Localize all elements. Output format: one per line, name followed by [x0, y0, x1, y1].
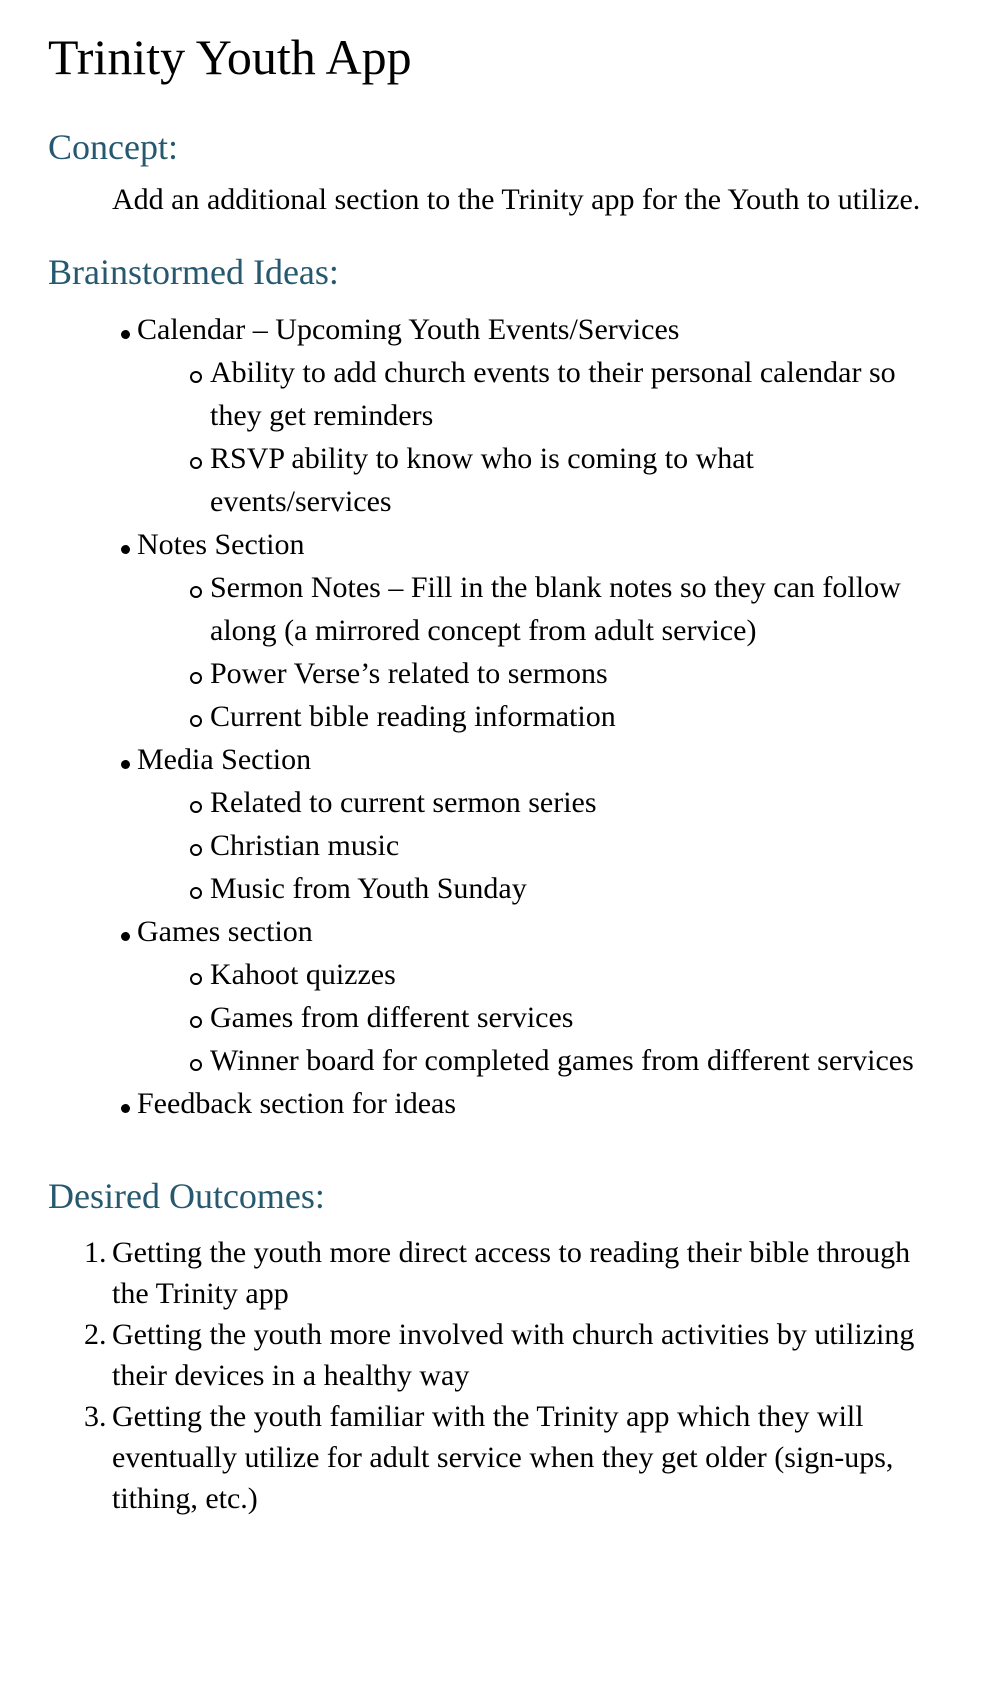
- sub-bullet-item: [48, 781, 933, 824]
- sub-bullet-item-label: Sermon Notes – Fill in the blank notes so they can follow along (a mirrored concept from adult service): [210, 571, 901, 647]
- sub-bullet-item: [48, 695, 933, 738]
- section-heading-brainstormed-ideas: Brainstormed Ideas:: [48, 252, 339, 292]
- document-sections: [48, 126, 933, 1519]
- circle-bullet-icon: [190, 371, 202, 383]
- circle-bullet-icon: [190, 715, 202, 727]
- circle-bullet-icon: [190, 586, 202, 598]
- bullet-item-label: Games section: [137, 915, 313, 948]
- circle-bullet-icon: [190, 672, 202, 684]
- sub-bullet-item-label: Games from different services: [210, 1001, 574, 1034]
- bullet-dot-icon: [121, 932, 130, 941]
- numbered-item-text: Getting the youth familiar with the Trinity app which they will eventually utilize for adult service when they get older (sign-ups, tithing, etc.): [112, 1400, 894, 1515]
- circle-bullet-icon: [190, 1059, 202, 1071]
- sub-bullet-item: [48, 351, 933, 437]
- sub-bullet-item-label: Current bible reading information: [210, 700, 616, 733]
- numbered-item-number: 1.: [84, 1236, 107, 1269]
- bullet-item: [48, 738, 933, 781]
- circle-bullet-icon: [190, 1016, 202, 1028]
- section-heading-desired-outcomes: Desired Outcomes:: [48, 1176, 325, 1216]
- numbered-item: [48, 1314, 933, 1396]
- circle-bullet-icon: [190, 801, 202, 813]
- sub-bullet-item-label: RSVP ability to know who is coming to what events/services: [210, 442, 754, 518]
- sub-bullet-item-label: Kahoot quizzes: [210, 958, 396, 991]
- bullet-item: [48, 523, 933, 566]
- sub-bullet-item-label: Music from Youth Sunday: [210, 872, 527, 905]
- sub-bullet-item-label: Power Verse’s related to sermons: [210, 657, 608, 690]
- sub-bullet-item-label: Winner board for completed games from different services: [210, 1044, 914, 1077]
- numbered-item: [48, 1396, 933, 1519]
- bullet-dot-icon: [121, 545, 130, 554]
- bullet-item-label: Media Section: [137, 743, 312, 776]
- sub-bullet-item: [48, 824, 933, 867]
- sub-bullet-item: [48, 566, 933, 652]
- sub-bullet-item: [48, 996, 933, 1039]
- numbered-item-text: Getting the youth more direct access to reading their bible through the Trinity app: [112, 1236, 911, 1310]
- bullet-item-label: Calendar – Upcoming Youth Events/Services: [137, 313, 680, 346]
- numbered-item-number: 3.: [84, 1400, 107, 1433]
- sub-bullet-item-label: Ability to add church events to their personal calendar so they get reminders: [210, 356, 896, 432]
- circle-bullet-icon: [190, 844, 202, 856]
- sub-bullet-item: [48, 1039, 933, 1082]
- bullet-item-label: Notes Section: [137, 528, 305, 561]
- brainstormed-ideas-list: [48, 308, 933, 1125]
- sub-bullet-item: [48, 867, 933, 910]
- document-title: Trinity Youth App: [48, 29, 412, 85]
- circle-bullet-icon: [190, 887, 202, 899]
- bullet-dot-icon: [121, 1104, 130, 1113]
- sub-bullet-item: [48, 652, 933, 695]
- sub-bullet-item: [48, 953, 933, 996]
- bullet-item: [48, 1082, 933, 1125]
- concept-paragraph: Add an additional section to the Trinity app for the Youth to utilize.: [112, 183, 921, 216]
- numbered-item-number: 2.: [84, 1318, 107, 1351]
- bullet-item: [48, 308, 933, 351]
- circle-bullet-icon: [190, 457, 202, 469]
- section-heading-concept: Concept:: [48, 127, 178, 167]
- bullet-item: [48, 910, 933, 953]
- bullet-dot-icon: [121, 330, 130, 339]
- desired-outcomes-list: [48, 1232, 933, 1519]
- bullet-item-label: Feedback section for ideas: [137, 1087, 457, 1120]
- bullet-dot-icon: [121, 760, 130, 769]
- sub-bullet-item: [48, 437, 933, 523]
- sub-bullet-item-label: Christian music: [210, 829, 400, 862]
- circle-bullet-icon: [190, 973, 202, 985]
- numbered-item: [48, 1232, 933, 1314]
- sub-bullet-item-label: Related to current sermon series: [210, 786, 597, 819]
- numbered-item-text: Getting the youth more involved with church activities by utilizing their devices in a healthy way: [112, 1318, 915, 1392]
